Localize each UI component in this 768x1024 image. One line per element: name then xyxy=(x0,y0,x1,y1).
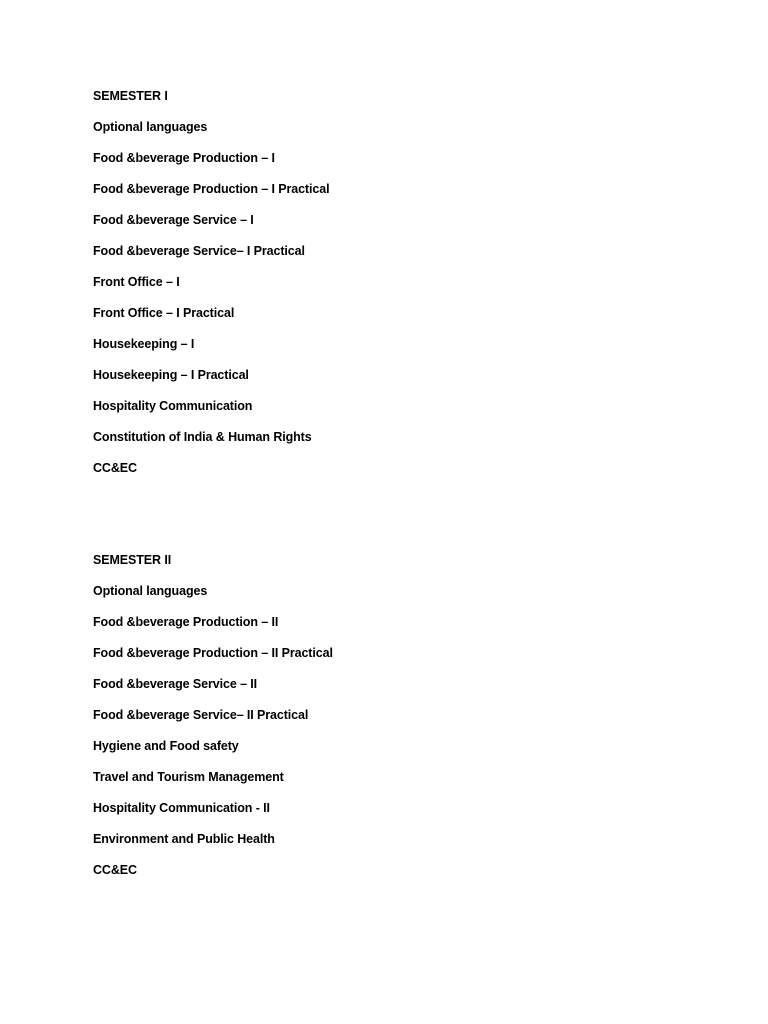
subject-item: Food &beverage Service– II Practical xyxy=(93,708,309,722)
subject-item: Optional languages xyxy=(93,120,208,134)
subject-item: CC&EC xyxy=(93,863,137,877)
subject-item: Front Office – I Practical xyxy=(93,306,235,320)
subject-item: Food &beverage Service – I xyxy=(93,213,254,227)
subject-item: Food &beverage Production – I Practical xyxy=(93,182,330,196)
subject-item: Food &beverage Production – II xyxy=(93,615,279,629)
semester-2-heading: SEMESTER II xyxy=(93,553,172,567)
subject-item: Housekeeping – I xyxy=(93,337,195,351)
subject-item: Front Office – I xyxy=(93,275,180,289)
subject-item: Optional languages xyxy=(93,584,208,598)
subject-item: Hospitality Communication - II xyxy=(93,801,270,815)
subject-item: Food &beverage Production – II Practical xyxy=(93,646,333,660)
subject-item: Environment and Public Health xyxy=(93,832,275,846)
subject-item: CC&EC xyxy=(93,461,137,475)
semester-2-section xyxy=(93,550,333,891)
subject-item: Food &beverage Service – II xyxy=(93,677,258,691)
subject-item: Hospitality Communication xyxy=(93,399,253,413)
subject-item: Travel and Tourism Management xyxy=(93,770,284,784)
subject-item: Constitution of India & Human Rights xyxy=(93,430,312,444)
subject-item: Food &beverage Production – I xyxy=(93,151,275,165)
subject-item: Housekeeping – I Practical xyxy=(93,368,249,382)
subject-item: Food &beverage Service– I Practical xyxy=(93,244,305,258)
subject-item: Hygiene and Food safety xyxy=(93,739,239,753)
semester-1-section xyxy=(93,86,329,489)
semester-1-heading: SEMESTER I xyxy=(93,89,168,103)
